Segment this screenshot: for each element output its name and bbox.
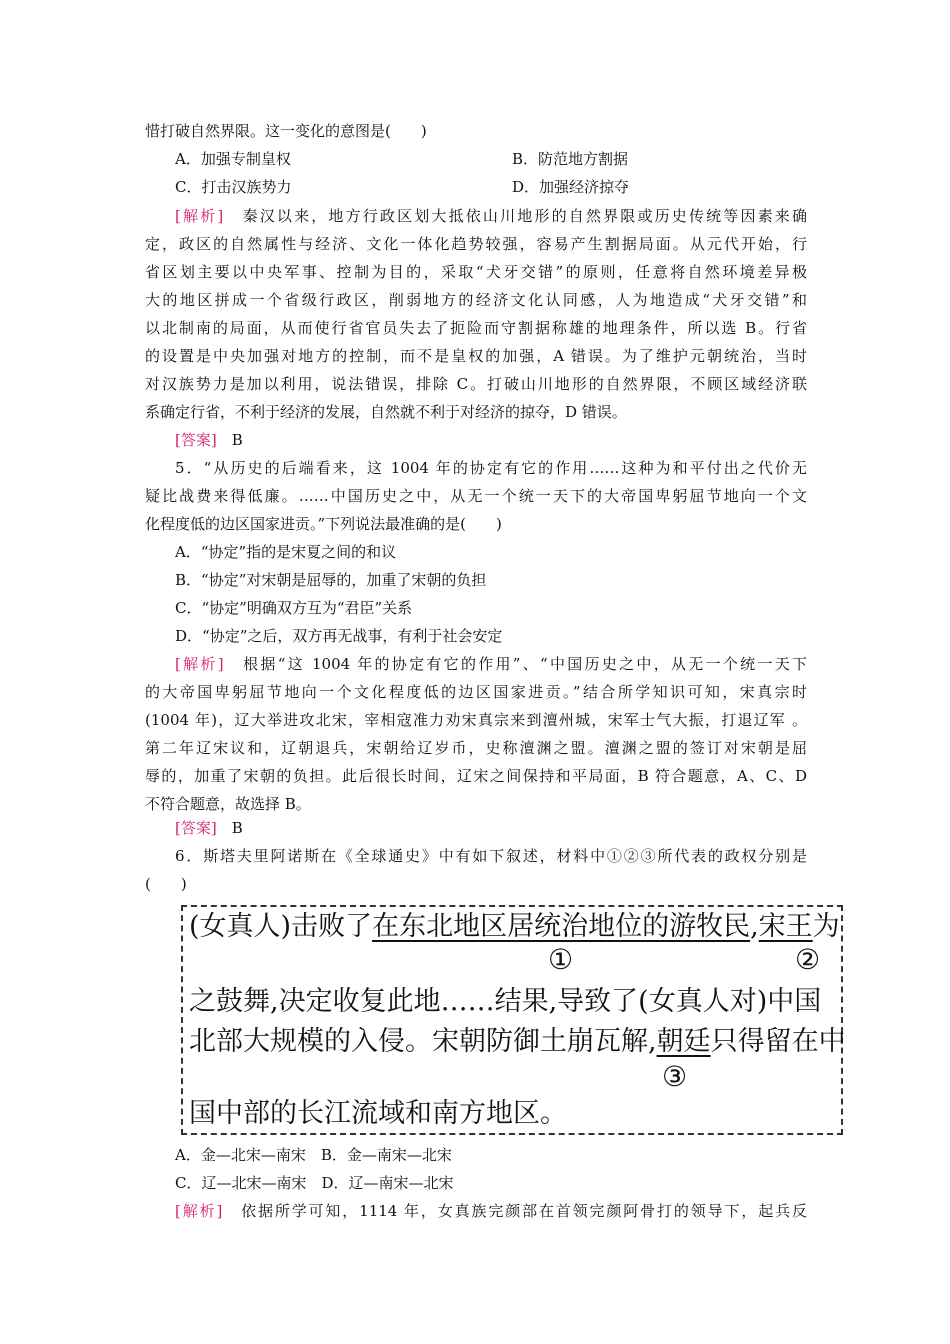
q6-options-line-2: C．辽—北宋—南宋 D．辽—南宋—北宋 [175, 1174, 454, 1192]
underline-1: 在东北地区居统治地位的游牧民 [372, 911, 751, 942]
q4-analysis-line-8: 系确定行省，不利于经济的发展，自然就不利于对经济的掠夺，D 错误。 [145, 403, 627, 421]
q5-stem-line-3: 化程度低的边区国家进贡。”下列说法最准确的是( ) [145, 515, 502, 533]
q4-option-b: B．防范地方割据 [512, 150, 629, 168]
marker-2: ② [795, 943, 821, 976]
q4-answer: [答案] B [175, 431, 243, 449]
q6-analysis-line-1: [解析] 依据所学可知，1114 年，女真族完颜部在首领完颜阿骨打的领导下，起兵反 [175, 1202, 807, 1220]
q5-analysis-line-1: [解析] 根据“这 1004 年的协定有它的作用”、“中国历史之中，从无一个统一天下 [175, 655, 807, 673]
material-line-3: 北部大规模的入侵。宋朝防御土崩瓦解,朝廷只得留在中 [189, 1026, 846, 1057]
material-line-2: 之鼓舞,决定收复此地……结果,导致了(女真人对)中国 [189, 986, 822, 1017]
q5-analysis-line-2: 的大帝国卑躬屈节地向一个文化程度低的边区国家进贡。”结合所学知识可知，宋真宗时 [145, 683, 807, 701]
q4-analysis-line-3: 省区划主要以中央军事、控制为目的，采取“犬牙交错”的原则，任意将自然环境差异极 [145, 263, 807, 281]
q5-answer: [答案] B [175, 819, 243, 837]
q4-analysis-line-4: 大的地区拼成一个省级行政区，削弱地方的经济文化认同感，人为地造成“犬牙交错”和 [145, 291, 807, 309]
q4-analysis-line-2: 定，政区的自然属性与经济、文化一体化趋势较强，容易产生割据局面。从元代开始，行 [145, 235, 807, 253]
q4-option-a: A．加强专制皇权 [175, 150, 291, 168]
marker-1: ① [548, 943, 574, 976]
q5-option-a: A．“协定”指的是宋夏之间的和议 [175, 543, 397, 561]
q5-option-d: D．“协定”之后，双方再无战事，有利于社会安定 [175, 627, 503, 645]
q4-analysis-line-6: 的设置是中央加强对地方的控制，而不是皇权的加强，A 错误。为了维护元朝统治，当时 [145, 347, 807, 365]
underline-2: 宋王 [758, 911, 813, 942]
q4-analysis-line-1: [解析] 秦汉以来，地方行政区划大抵依山川地形的自然界限或历史传统等因素来确 [175, 207, 807, 225]
q5-stem-line-1: 5．“从历史的后端看来，这 1004 年的协定有它的作用……这种为和平付出之代价无 [175, 459, 807, 477]
material-line-1: (女真人)击败了在东北地区居统治地位的游牧民,宋王为 [189, 911, 840, 942]
q4-analysis-line-5: 以北制南的局面，从而使行省官员失去了扼险而守割据称雄的地理条件，所以选 B。行省 [145, 319, 807, 337]
material-line-4: 国中部的长江流域和南方地区。 [189, 1098, 567, 1129]
q5-option-b: B．“协定”对宋朝是屈辱的，加重了宋朝的负担 [175, 571, 487, 589]
material-box [181, 905, 846, 1135]
q5-stem-line-2: 疑比战费来得低廉。……中国历史之中，从无一个统一天下的大帝国卑躬屈节地向一个文 [145, 487, 807, 505]
q5-analysis-line-6: 不符合题意，故选择 B。 [145, 795, 311, 813]
question-4-stem: 惜打破自然界限。这一变化的意图是( ) [145, 122, 427, 140]
q5-analysis-line-3: (1004 年)，辽大举进攻北宋，宰相寇准力劝宋真宗来到澶州城，宋军士气大振，打退辽军 。 [145, 711, 807, 729]
analysis-tag: [解析] [175, 207, 224, 225]
marker-3: ③ [662, 1060, 688, 1093]
q5-analysis-line-5: 辱的，加重了宋朝的负担。此后很长时间，辽宋之间保持和平局面，B 符合题意，A、C、D [145, 767, 807, 785]
q6-stem-line-2: ( ) [145, 875, 187, 893]
q4-option-c: C．打击汉族势力 [175, 178, 292, 196]
q5-analysis-line-4: 第二年辽宋议和，辽朝退兵，宋朝给辽岁币，史称澶渊之盟。澶渊之盟的签订对宋朝是屈 [145, 739, 807, 757]
q4-option-d: D．加强经济掠夺 [512, 178, 630, 196]
q4-analysis-line-7: 对汉族势力是加以利用，说法错误，排除 C。打破山川地形的自然界限，不顾区域经济联 [145, 375, 807, 393]
q5-option-c: C．“协定”明确双方互为“君臣”关系 [175, 599, 413, 617]
underline-3: 朝廷 [656, 1026, 711, 1057]
q6-stem-line-1: 6．斯塔夫里阿诺斯在《全球通史》中有如下叙述，材料中①②③所代表的政权分别是 [175, 847, 807, 865]
q6-options-line-1: A．金—北宋—南宋 B．金—南宋—北宋 [175, 1146, 452, 1164]
